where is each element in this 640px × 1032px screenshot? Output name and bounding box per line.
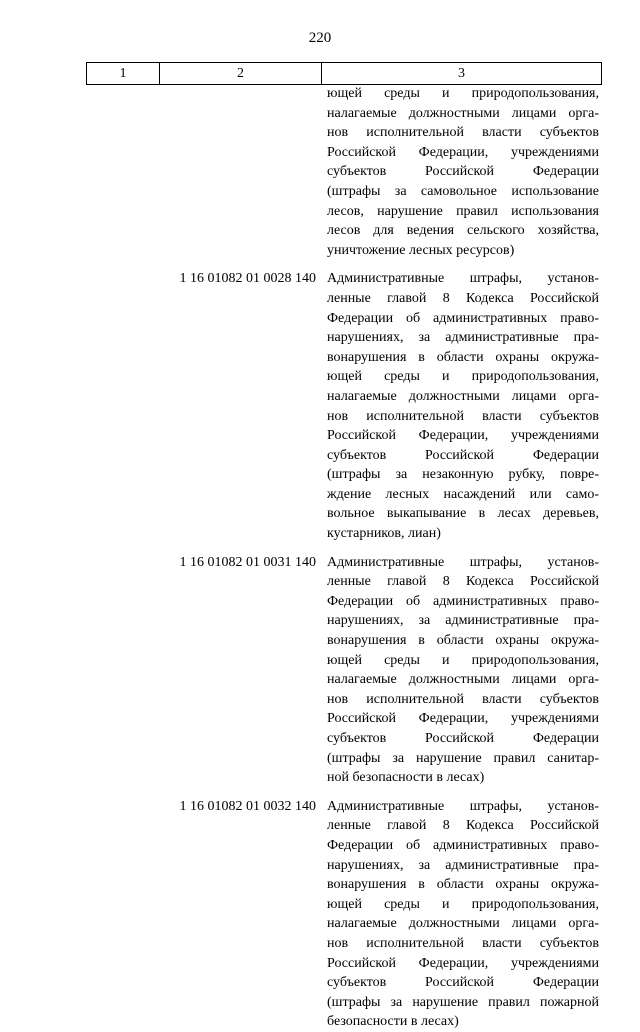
description-line: Административные штрафы, установ- (327, 798, 599, 814)
description-line: Федерации об административных право- (327, 310, 599, 326)
description-line: Федерации об административных право- (327, 593, 599, 609)
description-line: (штрафы за нарушение правил санитар- (327, 750, 599, 766)
budget-code: 1 16 01082 01 0028 140 (179, 271, 316, 287)
page-number: 220 (308, 30, 332, 46)
description-line: налагаемые должностными лицами орга- (327, 105, 599, 121)
row-description (327, 84, 599, 260)
description-line: налагаемые должностными лицами орга- (327, 916, 599, 932)
description-line: Российской Федерации, учреждениями (327, 711, 599, 727)
description-line: Российской Федерации, учреждениями (327, 955, 599, 971)
description-line: вонарушения в области охраны окружа- (327, 877, 599, 893)
description-line: нов исполнительной власти субъектов (327, 935, 599, 951)
description-line: налагаемые должностными лицами орга- (327, 672, 599, 688)
description-line: нарушениях, за административные пра- (327, 613, 599, 629)
description-line: лесов для ведения сельского хозяйства, (327, 223, 599, 239)
description-line: Российской Федерации, учреждениями (327, 144, 599, 160)
description-line: ющей среды и природопользования, (327, 369, 599, 385)
row-description (327, 269, 599, 543)
column-header-3: 3 (322, 63, 602, 85)
budget-code: 1 16 01082 01 0031 140 (179, 554, 316, 570)
row-description (327, 553, 599, 788)
description-line: кустарников, лиан) (327, 526, 441, 542)
description-line: Административные штрафы, установ- (327, 554, 599, 570)
description-line: субъектов Российской Федерации (327, 164, 599, 180)
description-line: ждение лесных насаждений или само- (327, 486, 599, 502)
description-line: (штрафы за самовольное использование (327, 183, 599, 199)
description-line: вонарушения в области охраны окружа- (327, 349, 599, 365)
column-header-2: 2 (160, 63, 322, 85)
budget-code: 1 16 01082 01 0032 140 (179, 798, 316, 814)
table-body (86, 84, 600, 1032)
description-line: ленные главой 8 Кодекса Российской (327, 290, 599, 306)
table-row (86, 269, 600, 543)
description-line: нов исполнительной власти субъектов (327, 125, 599, 141)
description-line: нарушениях, за административные пра- (327, 330, 599, 346)
description-line: уничтожение лесных ресурсов) (327, 242, 515, 258)
description-line: субъектов Российской Федерации (327, 975, 599, 991)
description-line: ющей среды и природопользования, (327, 86, 599, 101)
description-line: вонарушения в области охраны окружа- (327, 633, 599, 649)
description-line: налагаемые должностными лицами орга- (327, 388, 599, 404)
description-line: нарушениях, за административные пра- (327, 857, 599, 873)
description-line: нов исполнительной власти субъектов (327, 408, 599, 424)
column-header-row (87, 63, 602, 85)
description-line: вольное выкапывание в лесах деревьев, (327, 506, 599, 522)
description-line: (штрафы за незаконную рубку, повре- (327, 467, 599, 483)
description-line: ленные главой 8 Кодекса Российской (327, 818, 599, 834)
description-line: ной безопасности в лесах) (327, 770, 485, 786)
table-row (86, 553, 600, 788)
description-line: лесов, нарушение правил использования (327, 203, 599, 219)
column-header-1: 1 (87, 63, 160, 85)
description-line: субъектов Российской Федерации (327, 731, 599, 746)
description-line: субъектов Российской Федерации (327, 447, 599, 463)
description-line: безопасности в лесах) (327, 1014, 459, 1030)
description-line: ющей среды и природопользования, (327, 652, 599, 668)
description-line: Российской Федерации, учреждениями (327, 428, 599, 444)
description-line: Федерации об административных право- (327, 837, 599, 853)
description-line: ющей среды и природопользования, (327, 896, 599, 912)
table-row (86, 797, 600, 1032)
table-row (86, 84, 600, 260)
description-line: ленные главой 8 Кодекса Российской (327, 574, 599, 590)
description-line: нов исполнительной власти субъектов (327, 691, 599, 707)
description-line: (штрафы за нарушение правил пожарной (327, 994, 599, 1010)
description-line: Административные штрафы, установ- (327, 271, 599, 287)
column-header-table (86, 62, 602, 85)
row-description (327, 797, 599, 1032)
